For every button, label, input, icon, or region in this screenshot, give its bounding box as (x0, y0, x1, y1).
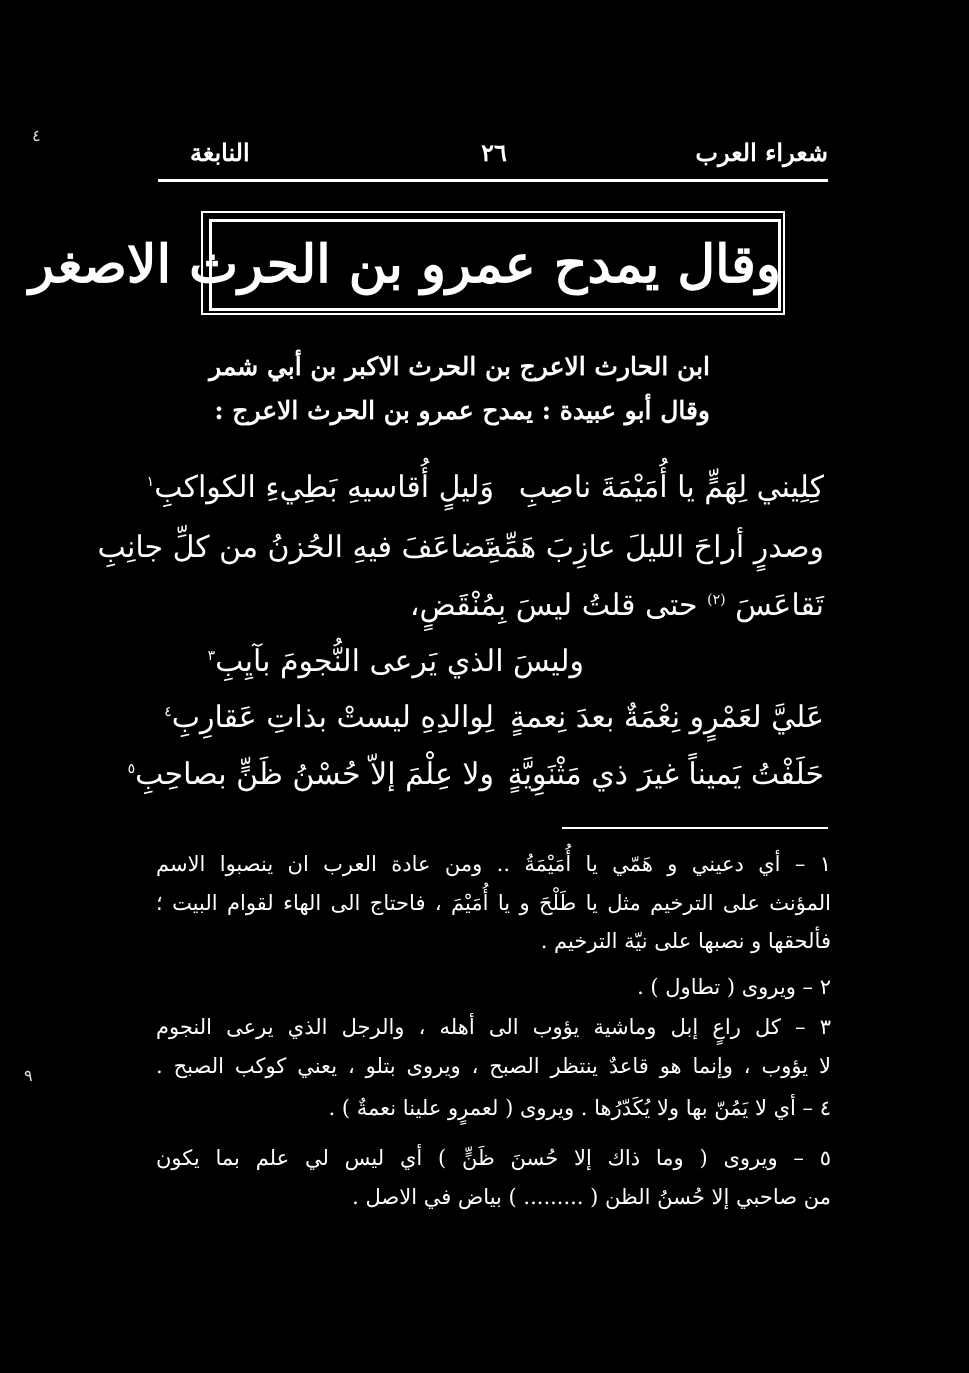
footnote-line: ٤ – أي لا يَمُنّ بها ولا يُكَدّرُها . ويروى ( لعمرٍو علينا نعمةٌ ) . (328, 1096, 831, 1120)
margin-mark-top: ٤ (32, 126, 41, 145)
verse-2-second-hemistich: تَضاعَفَ فيهِ الحُزنُ من كلِّ جانِبِ (97, 530, 494, 565)
verse-4-text: وليسَ الذي يَرعى النُّجومَ بآيِبِ (215, 644, 584, 679)
verse-2-first-hemistich: وصدرٍ أراحَ الليلَ عازِبَ هَمِّهِ (486, 530, 824, 565)
poet-name: النابغة (190, 138, 250, 167)
verse-6-first-hemistich: حَلَفْتُ يَميناً غيرَ ذي مَثْنَوِيَّةٍ (507, 757, 824, 792)
footnote-line: من صاحبي إلا حُسنُ الظن ( ......... ) بياض في الاصل . (352, 1185, 831, 1209)
intro-line-1: ابن الحارث الاعرج بن الحرث الاكبر بن أبي شمر (209, 352, 710, 381)
verse-3-word: تَقاعَسَ (735, 588, 824, 623)
footnote-line: فألحقها و نصبها على نيّة الترخيم . (540, 929, 831, 953)
verse-5-second-hemistich-text: لِوالدِهِ ليستْ بذاتِ عَقارِبِ (171, 700, 494, 735)
poem-title: وقال يمدح عمرو بن الحرث الاصغر (29, 234, 781, 295)
book-title: شعراء العرب (695, 138, 828, 167)
footnote-line: المؤنث على الترخيم مثل يا طَلْحَ و يا أُمَيْمَ ، فاحتاج الى الهاء لقوام البيت ؛ (156, 891, 831, 915)
verse-6-second-hemistich (128, 757, 494, 792)
footnote-ref-3: ٣ (207, 648, 216, 664)
page-number: ٢٦ (481, 138, 507, 167)
footnote-separator (562, 827, 828, 829)
verse-3-first-hemistich (410, 588, 824, 623)
verse-5-first-hemistich: عَليَّ لعَمْرٍو نِعْمَةٌ بعدَ نِعمةٍ (509, 700, 824, 735)
footnote-ref-4: ٤ (164, 704, 172, 720)
footnote-ref-5: ٥ (127, 761, 136, 777)
footnote-line: ٢ – ويروى ( تطاول ) . (637, 975, 831, 999)
verse-1-second-hemistich (147, 470, 494, 505)
verse-6-second-hemistich-text: ولا عِلْمَ إلاّ حُسْنُ ظَنٍّ بصاحِبِ (135, 757, 494, 792)
verse-1-second-hemistich-text: وَليلٍ أُقاسيهِ بَطِيءِ الكواكبِ (154, 470, 494, 505)
intro-line-2: وقال أبو عبيدة : يمدح عمرو بن الحرث الاعرج : (214, 396, 710, 425)
footnote-line: ٥ – ويروى ( وما ذاك إلا حُسنَ ظَنٍّ ) أي ليس لي علم بما يكون (156, 1146, 831, 1170)
margin-mark-middle: ٩ (24, 1066, 33, 1085)
footnote-line: ٣ – كل راعٍ إبل وماشية يؤوب الى أهله ، والرجل الذي يرعى النجوم (156, 1015, 831, 1039)
verse-1-first-hemistich: كِلِيني لِهَمٍّ يا أُمَيْمَةَ ناصِبِ (518, 470, 824, 505)
verse-5-second-hemistich (164, 700, 494, 735)
footnote-ref-1: ١ (146, 474, 155, 490)
verse-4-hemistich (208, 644, 584, 679)
running-header (160, 138, 828, 176)
footnote-line: لا يؤوب ، وإنما هو قاعدٌ ينتظر الصبح ، ويروى بتلو ، يعني كوكب الصبح . (156, 1054, 831, 1078)
footnote-line: ١ – أي دعيني و هَمّي يا أُمَيْمَةُ .. ومن عادة العرب ان ينصبوا الاسم (156, 852, 831, 876)
verse-3-rest: حتى قلتُ ليسَ بِمُنْقَضٍ، (409, 588, 698, 623)
header-rule (158, 179, 828, 182)
footnote-ref-2: (٢) (707, 592, 726, 608)
